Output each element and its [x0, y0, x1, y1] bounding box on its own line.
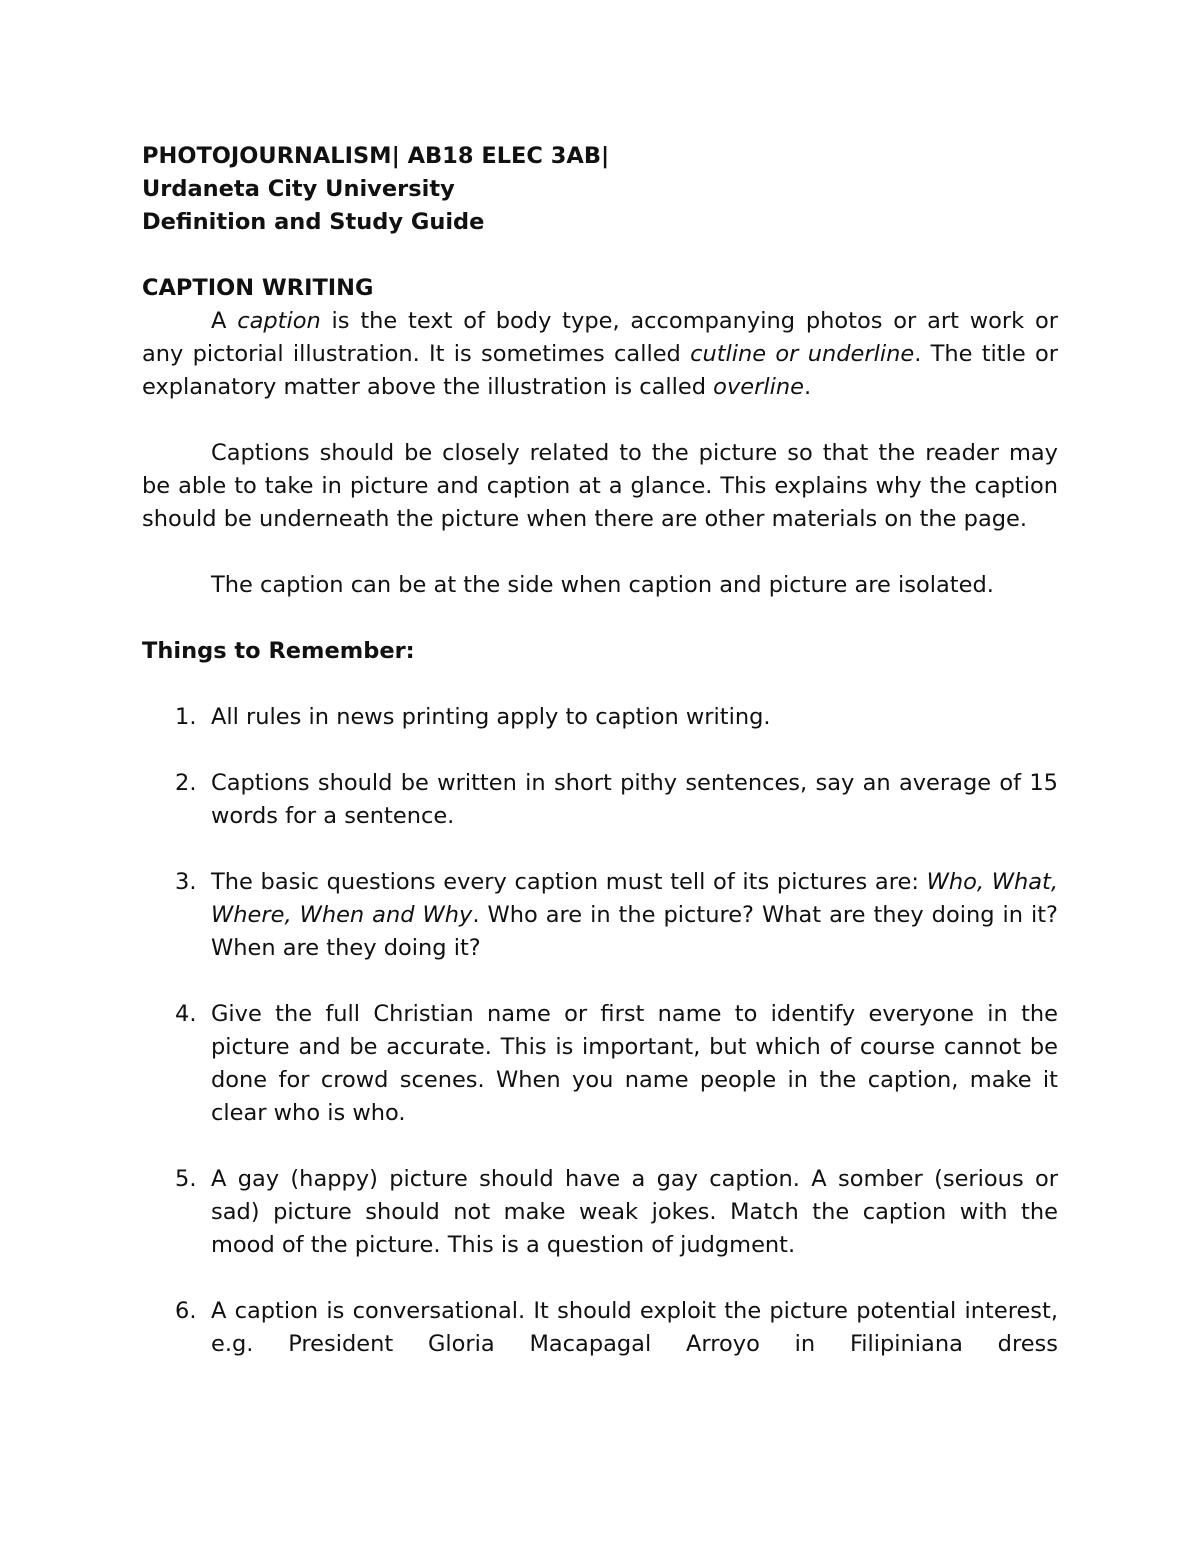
list-item-text: Give the full Christian name or first name to identify everyone in the picture and be accurate. This is important, but which of course cannot be done for crowd scenes. When you name people in the caption, make it clear who is who.: [211, 1001, 1058, 1126]
list-item-number: 2.: [175, 770, 197, 796]
things-to-remember-list: [142, 701, 1058, 1361]
list-item-text: A gay (happy) picture should have a gay caption. A somber (serious or sad) picture should not make weak jokes. Match the caption with the mood of the picture. This is a question of judgment.: [211, 1166, 1058, 1258]
list-item: [142, 998, 1058, 1130]
list-item-text-italic: Who, What, Where, When and Why: [211, 869, 1058, 928]
list-item: [142, 701, 1058, 734]
text-run-italic: caption: [237, 308, 321, 334]
text-run-italic: cutline or underline: [690, 341, 915, 367]
list-item-text-c: . Who are in the picture? What are they doing in it? When are they doing it?: [211, 902, 1058, 961]
list-item-number: 3.: [175, 869, 197, 895]
list-item-text-a: The basic questions every caption must tell of its pictures are:: [211, 869, 927, 895]
list-item-text: A caption is conversational. It should exploit the picture potential interest, e.g. President Gloria Macapagal Arroyo in Filipiniana dress: [211, 1298, 1058, 1357]
paragraph-caption-placement: Captions should be closely related to the picture so that the reader may be able to take in picture and caption at a glance. This explains why the caption should be underneath the picture when there are other materials on the page.: [142, 440, 1058, 532]
document-subtitle: Definition and Study Guide: [142, 209, 485, 235]
paragraph-caption-definition: [142, 305, 1058, 404]
spacer: [142, 536, 1058, 569]
list-item: [142, 767, 1058, 833]
text-run: A: [211, 308, 238, 334]
document-content: [142, 140, 1058, 1394]
text-run-italic: overline: [713, 374, 804, 400]
spacer: [142, 602, 1058, 635]
section-heading-things-to-remember: Things to Remember:: [142, 638, 415, 664]
spacer: [142, 239, 1058, 272]
section-heading-caption-writing: CAPTION WRITING: [142, 275, 374, 301]
list-item-number: 4.: [175, 1001, 197, 1027]
list-item: [142, 1163, 1058, 1262]
list-item-number: 5.: [175, 1166, 197, 1192]
list-item: [142, 866, 1058, 965]
spacer: [142, 668, 1058, 701]
spacer: [142, 404, 1058, 437]
list-item-text: All rules in news printing apply to caption writing.: [211, 704, 771, 730]
course-title: PHOTOJOURNALISM| AB18 ELEC 3AB|: [142, 143, 610, 169]
list-item-number: 6.: [175, 1298, 197, 1324]
text-run: . The title or explanatory matter above the illustration is called: [142, 341, 1058, 400]
university-name: Urdaneta City University: [142, 176, 455, 202]
text-run: is the text of body type, accompanying photos or art work or any pictorial illustration. It is sometimes called: [142, 308, 1058, 367]
list-item-number: 1.: [175, 704, 197, 730]
list-item-text: Captions should be written in short pithy sentences, say an average of 15 words for a sentence.: [211, 770, 1058, 829]
list-item: [142, 1295, 1058, 1361]
paragraph-caption-side: The caption can be at the side when caption and picture are isolated.: [211, 572, 994, 598]
text-run: .: [803, 374, 812, 400]
